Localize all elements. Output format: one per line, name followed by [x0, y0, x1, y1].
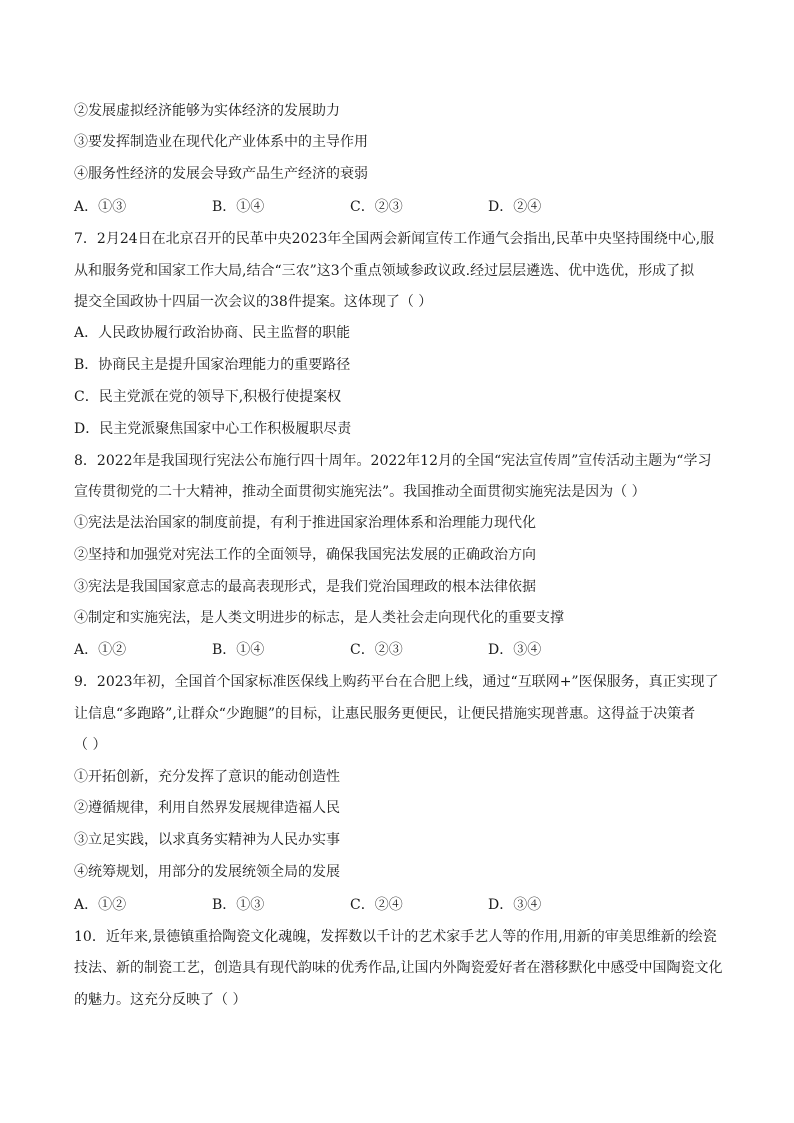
q9-stem-line-1: 9．2023年初，全国首个国家标准医保线上购药平台在合肥上线，通过“互联网+”医保服务，真正实现了 [74, 674, 719, 690]
q8-option-b: B．①④ [212, 642, 265, 658]
q6-item-4: ④服务性经济的发展会导致产品生产经济的衰弱 [74, 166, 368, 182]
q9-option-c: C．②④ [350, 897, 403, 913]
q8-item-2: ②坚持和加强党对宪法工作的全面领导，确保我国宪法发展的正确政治方向 [74, 547, 536, 563]
q7-choice-d: D．民主党派聚焦国家中心工作积极履职尽责 [74, 421, 352, 437]
q10-stem-line-2: 技法、新的制瓷工艺，创造具有现代韵味的优秀作品,让国内外陶瓷爱好者在潜移默化中感受中国陶瓷文化 [74, 960, 723, 976]
q9-option-a: A．①② [74, 897, 127, 913]
q8-option-a: A．①② [74, 642, 127, 658]
q6-option-c: C．②③ [350, 199, 403, 215]
q9-stem-line-3: （ ） [74, 737, 107, 753]
q9-stem-line-2: 让信息“多跑路”,让群众“少跑腿”的目标，让惠民服务更便民，让便民措施实现普惠。这得益于决策者 [74, 706, 696, 722]
q8-option-c: C．②③ [350, 642, 403, 658]
q9-option-b: B．①③ [212, 897, 265, 913]
q6-option-a: A．①③ [74, 199, 127, 215]
q6-option-b: B．①④ [212, 199, 265, 215]
q10-stem-line-3: 的魅力。这充分反映了（ ） [74, 992, 247, 1008]
q6-option-d: D．②④ [488, 199, 542, 215]
q9-item-1: ①开拓创新，充分发挥了意识的能动创造性 [74, 769, 340, 785]
q7-choice-c: C．民主党派在党的领导下,积极行使提案权 [74, 389, 342, 405]
q8-stem-line-2: 宣传贯彻党的二十大精神，推动全面贯彻实施宪法”。我国推动全面贯彻实施宪法是因为（ ） [74, 484, 646, 500]
q8-option-d: D．③④ [488, 642, 542, 658]
q6-options [74, 197, 634, 217]
q7-stem-line-1: 7．2月24日在北京召开的民革中央2023年全国两会新闻宣传工作通气会指出,民革中央坚持围绕中心,服 [74, 231, 715, 247]
q7-stem-line-2: 从和服务党和国家工作大局,结合“三农”这3个重点领域参政议政.经过层层遴选、优中选优，形成了拟 [74, 263, 695, 279]
q10-stem-line-1: 10．近年来,景德镇重拾陶瓷文化魂魄，发挥数以千计的艺术家手艺人等的作用,用新的审美思维新的绘瓷 [74, 929, 717, 945]
q9-option-d: D．③④ [488, 897, 542, 913]
q8-options [74, 640, 634, 660]
q9-item-4: ④统筹规划，用部分的发展统领全局的发展 [74, 864, 340, 880]
q9-options [74, 895, 634, 915]
q8-item-1: ①宪法是法治国家的制度前提，有利于推进国家治理体系和治理能力现代化 [74, 515, 536, 531]
q7-stem-line-3: 提交全国政协十四届一次会议的38件提案。这体现了（ ） [74, 294, 433, 310]
q7-choice-a: A．人民政协履行政治协商、民主监督的职能 [74, 325, 351, 341]
q6-item-2: ②发展虚拟经济能够为实体经济的发展助力 [74, 103, 340, 119]
q8-item-4: ④制定和实施宪法，是人类文明进步的标志，是人类社会走向现代化的重要支撑 [74, 610, 564, 626]
q8-stem-line-1: 8．2022年是我国现行宪法公布施行四十周年。2022年12月的全国“宪法宣传周”宣传活动主题为“学习 [74, 453, 712, 469]
q6-item-3: ③要发挥制造业在现代化产业体系中的主导作用 [74, 134, 368, 150]
q7-choice-b: B．协商民主是提升国家治理能力的重要路径 [74, 357, 351, 373]
q9-item-2: ②遵循规律，利用自然界发展规律造福人民 [74, 800, 340, 816]
q9-item-3: ③立足实践，以求真务实精神为人民办实事 [74, 832, 340, 848]
q8-item-3: ③宪法是我国国家意志的最高表现形式，是我们党治国理政的根本法律依据 [74, 579, 536, 595]
